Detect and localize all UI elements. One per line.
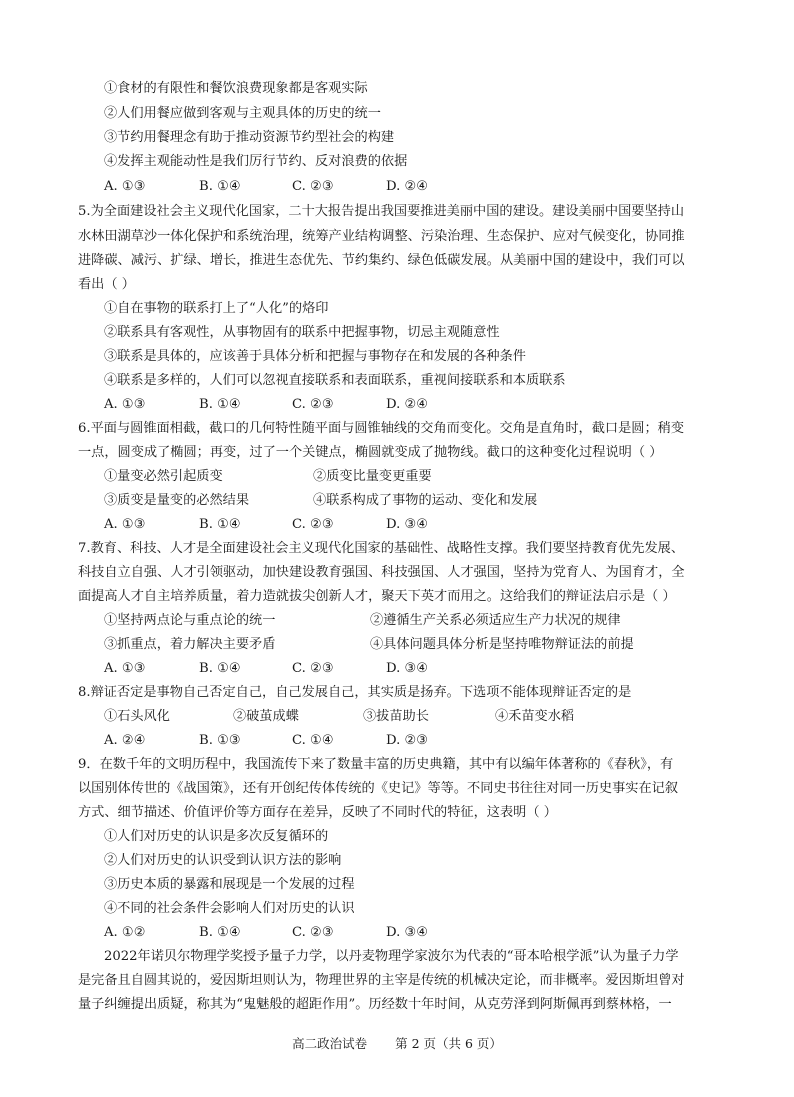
q7-answer-c: C. ②③: [292, 661, 334, 676]
q8-answer-a: A. ②④: [104, 733, 146, 748]
q9-answer-d: D. ③④: [386, 925, 429, 940]
q8-option-4: ④禾苗变水稻: [495, 709, 575, 724]
q5-option-2: ②联系具有客观性，从事物固有的联系中把握事物，切忌主观随意性: [104, 325, 500, 340]
q8-option-2: ②破茧成蝶: [233, 709, 299, 724]
q4-option-4: ④发挥主观能动性是我们厉行节约、反对浪费的依据: [104, 154, 408, 169]
q6-option-3: ③质变是量变的必然结果: [104, 493, 250, 508]
q9-answer-c: C. ②③: [292, 925, 334, 940]
q5-answer-a: A. ①③: [104, 397, 146, 412]
q5-stem-line: 5.为全面建设社会主义现代化国家，二十大报告提出我国要推进美丽中国的建设。建设美丽中国要坚持山: [78, 204, 685, 219]
q4-option-3: ③节约用餐理念有助于推动资源节约型社会的构建: [104, 130, 395, 145]
q5-answer-b: B. ①④: [199, 397, 241, 412]
page-footer: [0, 1034, 794, 1052]
q6-answer-c: C. ②③: [292, 517, 334, 532]
q6-answer-d: D. ③④: [386, 517, 429, 532]
q6-option-4: ④联系构成了事物的运动、变化和发展: [313, 493, 538, 508]
q8-answer-b: B. ①③: [199, 733, 241, 748]
q6-option-2: ②质变比量变更重要: [313, 469, 432, 484]
q7-answer-a: A. ①③: [104, 661, 146, 676]
passage-line: 量子纠缠提出质疑，称其为“鬼魅般的超距作用”。历经数十年时间，从克劳泽到阿斯佩再到蔡林格，一: [78, 997, 672, 1012]
q9-option-2: ②人们对历史的认识受到认识方法的影响: [104, 853, 342, 868]
q5-stem-line: 进降碳、减污、扩绿、增长，推进生态优先、节约集约、绿色低碳发展。从美丽中国的建设中，我们可以: [78, 253, 685, 268]
q5-stem-line: 水林田湖草沙一体化保护和系统治理，统筹产业结构调整、污染治理、生态保护、应对气候变化，协同推: [78, 229, 685, 244]
q8-answer-c: C. ①④: [292, 733, 334, 748]
q7-stem-line: 面提高人才自主培养质量，着力造就拔尖创新人才，聚天下英才而用之。这给我们的辩证法启示是（ ）: [78, 589, 676, 604]
q8-stem-line: 8.辩证否定是事物自己否定自己，自己发展自己，其实质是扬弃。下选项不能体现辩证否定的是: [78, 685, 632, 700]
q7-option-3: ③抓重点，着力解决主要矛盾: [104, 637, 276, 652]
q6-stem-line: 6.平面与圆锥面相截，截口的几何特性随平面与圆锥轴线的交角而变化。交角是直角时，截口是圆；稍变: [78, 421, 685, 436]
q6-answer-a: A. ①③: [104, 517, 146, 532]
q9-option-1: ①人们对历史的认识是多次反复循环的: [104, 829, 329, 844]
passage-line: 是完备且自圆其说的，爱因斯坦则认为，物理世界的主宰是传统的机械决定论，而非概率。爱因斯坦曾对: [78, 973, 685, 988]
q6-answer-b: B. ①④: [199, 517, 241, 532]
q5-option-1: ①自在事物的联系打上了“人化”的烙印: [104, 301, 329, 316]
q4-answer-c: C. ②③: [292, 179, 334, 194]
footer-page-number: 第 2 页（共 6 页）: [395, 1036, 502, 1051]
q5-answer-d: D. ②④: [386, 397, 429, 412]
q7-option-4: ④具体问题具体分析是坚持唯物辩证法的前提: [370, 637, 634, 652]
footer-subject: 高二政治试卷: [292, 1036, 368, 1051]
q4-answer-d: D. ②④: [386, 179, 429, 194]
q7-answer-b: B. ①④: [199, 661, 241, 676]
q4-option-1: ①食材的有限性和餐饮浪费现象都是客观实际: [104, 81, 368, 96]
q5-option-4: ④联系是多样的，人们可以忽视直接联系和表面联系，重视间接联系和本质联系: [104, 373, 566, 388]
q9-option-4: ④不同的社会条件会影响人们对历史的认识: [104, 901, 355, 916]
q5-stem-line: 看出（ ）: [78, 277, 135, 292]
q7-answer-d: D. ③④: [386, 661, 429, 676]
q7-stem-line: 7.教育、科技、人才是全面建设社会主义现代化国家的基础性、战略性支撑。我们要坚持教育优先发展、: [78, 541, 685, 556]
passage-line: 2022年诺贝尔物理学奖授予量子力学，以丹麦物理学家波尔为代表的“哥本哈根学派”认为量子力学: [104, 949, 679, 964]
q5-answer-c: C. ②③: [292, 397, 334, 412]
q9-answer-a: A. ①②: [104, 925, 146, 940]
q9-stem-line: 9．在数千年的文明历程中，我国流传下来了数量丰富的历史典籍，其中有以编年体著称的《春秋》，有: [78, 757, 674, 772]
q8-answer-d: D. ②③: [386, 733, 429, 748]
q4-answer-a: A. ①③: [104, 179, 146, 194]
q7-option-2: ②遵循生产关系必须适应生产力状况的规律: [370, 613, 621, 628]
q9-stem-line: 方式、细节描述、价值评价等方面存在差异，反映了不同时代的特征，这表明（ ）: [78, 805, 557, 820]
q6-option-1: ①量变必然引起质变: [104, 469, 223, 484]
q4-answer-b: B. ①④: [199, 179, 241, 194]
q7-stem-line: 科技自立自强、人才引领驱动，加快建设教育强国、科技强国、人才强国，坚持为党育人、为国育才，全: [78, 565, 685, 580]
q7-option-1: ①坚持两点论与重点论的统一: [104, 613, 276, 628]
q6-stem-line: 一点，圆变成了椭圆；再变，过了一个关键点，椭圆就变成了抛物线。截口的这种变化过程说明（ ）: [78, 445, 663, 460]
q8-option-1: ①石头风化: [104, 709, 170, 724]
q9-option-3: ③历史本质的暴露和展现是一个发展的过程: [104, 877, 355, 892]
q4-option-2: ②人们用餐应做到客观与主观具体的历史的统一: [104, 106, 381, 121]
q9-answer-b: B. ①④: [199, 925, 241, 940]
q9-stem-line: 以国别体传世的《战国策》，还有开创纪传体传统的《史记》等等。不同史书往往对同一历史事实在记叙: [78, 781, 679, 796]
q5-option-3: ③联系是具体的，应该善于具体分析和把握与事物存在和发展的各种条件: [104, 349, 526, 364]
q8-option-3: ③拔苗助长: [363, 709, 429, 724]
